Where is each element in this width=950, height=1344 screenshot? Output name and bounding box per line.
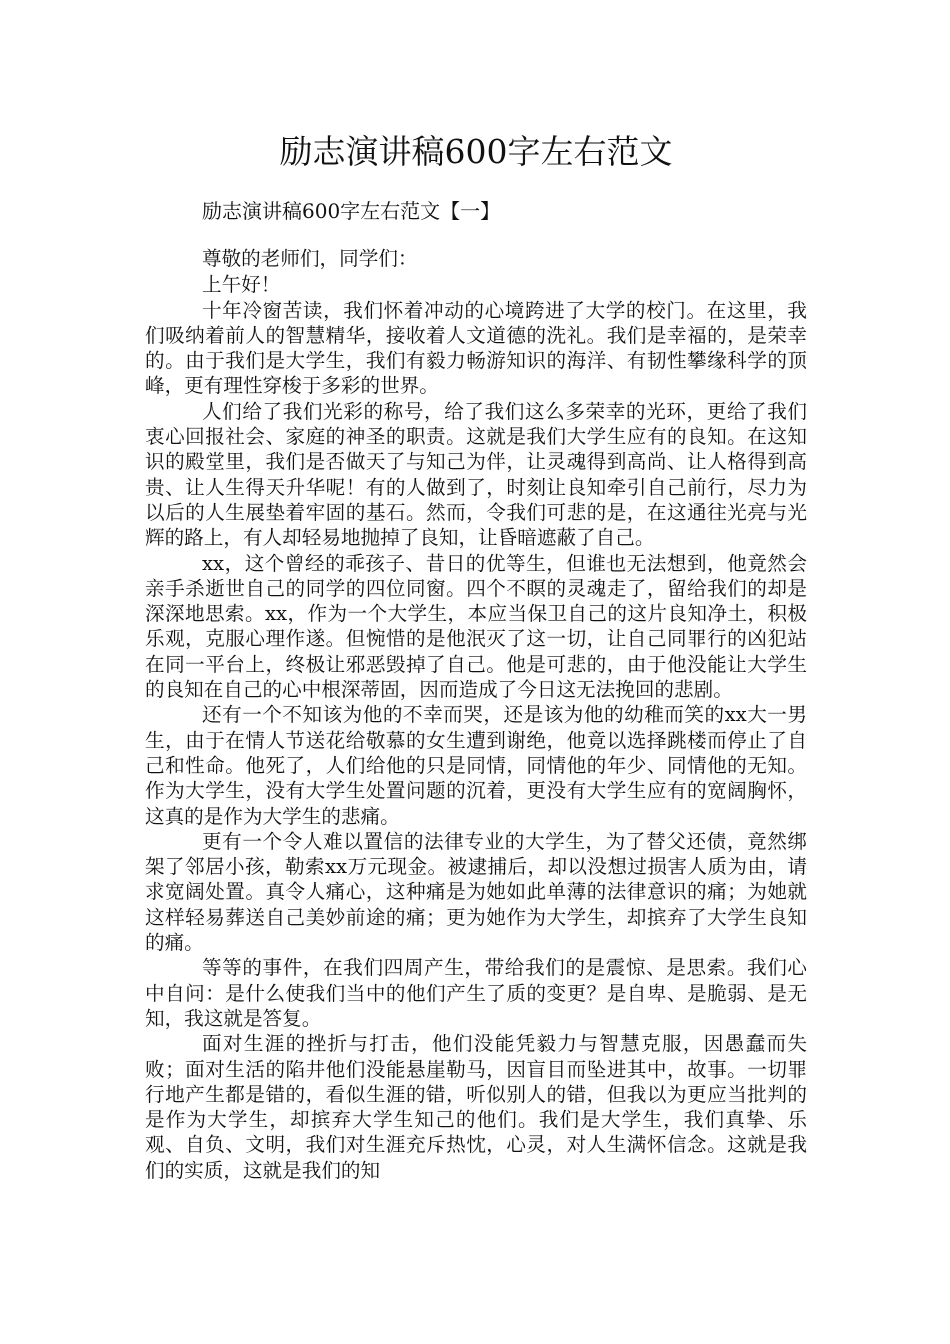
paragraph: 更有一个令人难以置信的法律专业的大学生，为了替父还债，竟然绑架了邻居小孩，勒索xx万元现金。被逮捕后，却以没想过损害人质为由，请求宽阔处置。真令人痛心，这种痛是为她如此单薄的法律意识的痛；为她就这样轻易葬送自己美妙前途的痛；更为她作为大学生，却摈弃了大学生良知的痛。 <box>145 829 807 955</box>
paragraph: 面对生涯的挫折与打击，他们没能凭毅力与智慧克服，因愚蠢而失败；面对生活的陷井他们没能悬崖勒马，因盲目而坠进其中，故事。一切罪行地产生都是错的，看似生涯的错，听似别人的错，但我以为更应当批判的是作为大学生，却摈弃大学生知己的他们。我们是大学生，我们真挚、乐观、自负、文明，我们对生涯充斥热忱，心灵，对人生满怀信念。这就是我们的实质，这就是我们的知 <box>145 1032 807 1182</box>
paragraph: 等等的事件，在我们四周产生，带给我们的是震惊、是思索。我们心中自问：是什么使我们当中的他们产生了质的变更？是自卑、是脆弱、是无知，我这就是答复。 <box>145 956 807 1030</box>
document-body <box>145 246 807 1183</box>
paragraph: 十年冷窗苦读，我们怀着冲动的心境跨进了大学的校门。在这里，我们吸纳着前人的智慧精华，接收着人文道德的洗礼。我们是幸福的，是荣幸的。由于我们是大学生，我们有毅力畅游知识的海洋、有韧性攀缘科学的顶峰，更有理性穿梭于多彩的世界。 <box>145 298 807 398</box>
paragraph: 还有一个不知该为他的不幸而哭，还是该为他的幼稚而笑的xx大一男生，由于在情人节送花给敬慕的女生遭到谢绝，他竟以选择跳楼而停止了自己和性命。他死了，人们给他的只是同情，同情他的年少、同情他的无知。作为大学生，没有大学生处置问题的沉着，更没有大学生应有的宽阔胸怀，这真的是作为大学生的悲痛。 <box>145 703 807 828</box>
paragraph: 人们给了我们光彩的称号，给了我们这么多荣幸的光环，更给了我们衷心回报社会、家庭的神圣的职责。这就是我们大学生应有的良知。在这知识的殿堂里，我们是否做天了与知己为伴，让灵魂得到高尚、让人格得到高贵、让人生得天升华呢！有的人做到了，时刻让良知牵引自己前行，尽力为以后的人生展垫着牢固的基石。然而，令我们可悲的是，在这通往光亮与光辉的路上，有人却轻易地抛掉了良知，让昏暗遮蔽了自己。 <box>145 399 807 550</box>
section-heading: 励志演讲稿600字左右范文【一】 <box>202 199 501 223</box>
document-title: 励志演讲稿600字左右范文 <box>279 132 673 171</box>
salutation: 尊敬的老师们，同学们： <box>202 247 418 270</box>
paragraph: xx，这个曾经的乖孩子、昔日的优等生，但谁也无法想到，他竟然会亲手杀逝世自己的同学的四位同窗。四个不瞑的灵魂走了，留给我们的却是深深地思索。xx，作为一个大学生，本应当保卫自己的这片良知净土，积极乐观，克服心理作遂。但惋惜的是他泯灭了这一切，让自己同罪行的凶犯站在同一平台上，终极让邪恶毁掉了自己。他是可悲的，由于他没能让大学生的良知在自己的心中根深蒂固，因而造成了今日这无法挽回的悲剧。 <box>145 551 807 702</box>
greeting: 上午好！ <box>202 273 281 297</box>
